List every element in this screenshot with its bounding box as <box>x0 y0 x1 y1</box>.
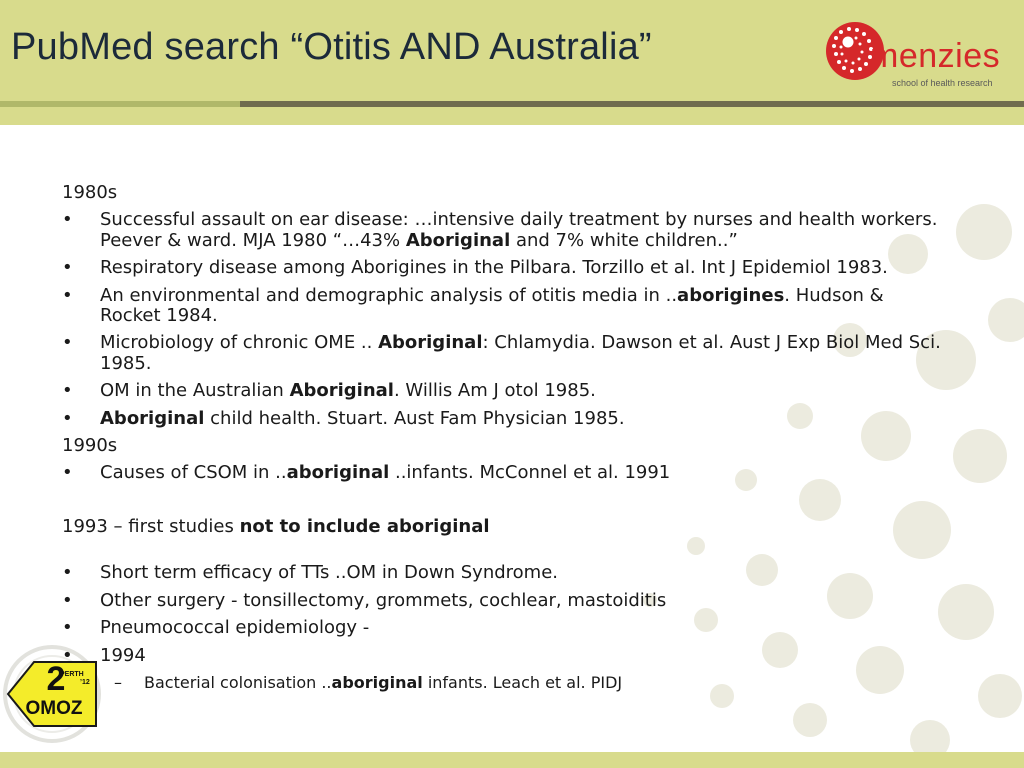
logo-wordmark: menzies <box>870 37 1001 75</box>
list-item: • An environmental and demographic analysis of otitis media in ..aborigines. Hudson & Rocket 1984. <box>62 284 884 327</box>
bullet-icon: • <box>62 462 73 484</box>
sub-list-item: – Bacterial colonisation ..aboriginal infants. Leach et al. PIDJ <box>114 672 623 692</box>
badge-text: OMOZ <box>25 698 83 719</box>
header-lower-band <box>0 107 1024 125</box>
list-item: • Successful assault on ear disease: …intensive daily treatment by nurses and health workers. Peever & ward. MJA 1980 “…43% Aboriginal and 7% white children..” <box>62 209 938 251</box>
bullet-icon: • <box>62 562 73 584</box>
list-item: • 1994 <box>62 644 146 666</box>
dash-icon: – <box>114 672 122 692</box>
bullet-icon: • <box>62 257 73 279</box>
heading-1990s: 1990s <box>62 435 118 457</box>
bullet-icon: • <box>62 407 73 429</box>
footer-band <box>0 752 1024 768</box>
list-item: • Pneumococcal epidemiology - <box>62 617 370 639</box>
bullet-icon: • <box>62 380 73 402</box>
bullet-icon: • <box>62 332 73 354</box>
list-item: • Causes of CSOM in ..aboriginal ..infants. McConnel et al. 1991 <box>62 462 671 484</box>
list-item: • Microbiology of chronic OME .. Aboriginal: Chlamydia. Dawson et al. Aust J Exp Biol Med Sci. 1985. <box>62 332 941 374</box>
bullet-icon: • <box>62 209 73 231</box>
heading-1980s: 1980s <box>62 182 118 203</box>
menzies-logo <box>826 22 1006 92</box>
list-item: • Short term efficacy of TTs ..OM in Down Syndrome. <box>62 562 559 584</box>
bullet-icon: • <box>62 644 73 666</box>
list-item: • Aboriginal child health. Stuart. Aust Fam Physician 1985. <box>62 407 625 429</box>
line-1993: 1993 – first studies not to include aboriginal <box>62 515 490 537</box>
logo-subtitle: school of health research <box>892 78 993 88</box>
badge-year: ’12 <box>80 679 90 686</box>
badge-city: PERTH <box>60 671 84 678</box>
badge-number: 2 <box>46 660 66 698</box>
slide-title: PubMed search “Otitis AND Australia” <box>11 26 652 68</box>
list-item: • OM in the Australian Aboriginal. Willis Am J otol 1985. <box>62 380 596 402</box>
list-item: • Respiratory disease among Aborigines in the Pilbara. Torzillo et al. Int J Epidemiol 1983. <box>62 257 888 279</box>
bullet-icon: • <box>62 617 73 639</box>
bullet-icon: • <box>62 284 73 306</box>
slide-body <box>62 183 942 693</box>
list-item: • Other surgery - tonsillectomy, grommets, cochlear, mastoiditis <box>62 589 667 611</box>
bullet-icon: • <box>62 589 73 611</box>
